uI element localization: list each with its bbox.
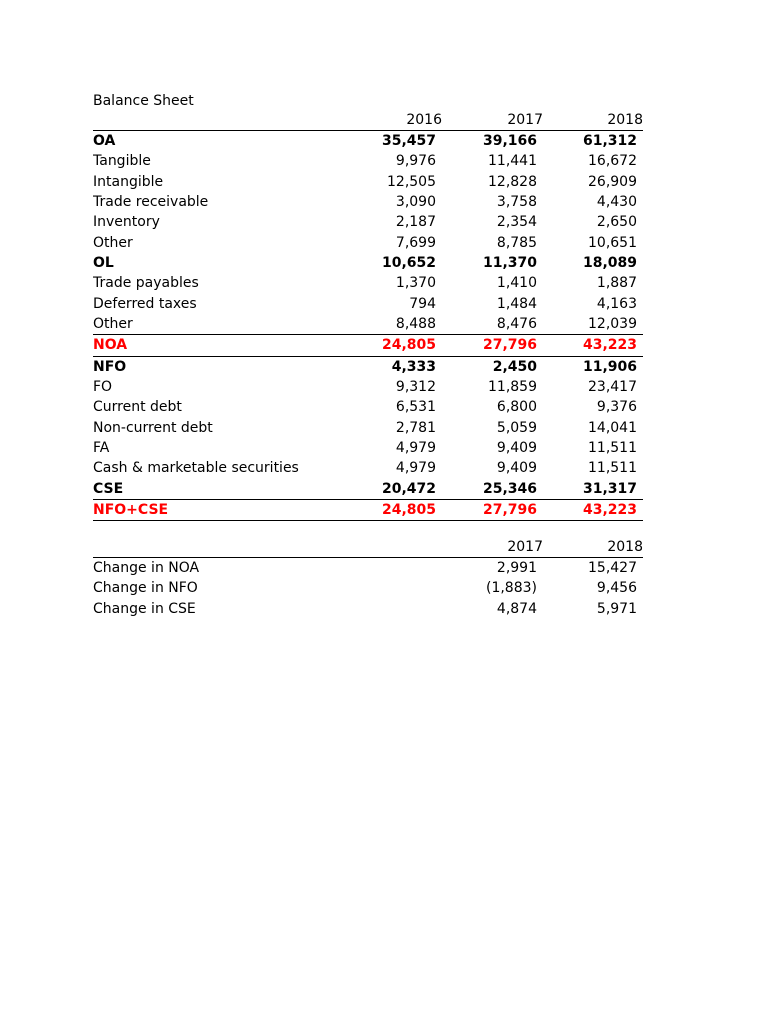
value-2018: 26,909 — [588, 173, 637, 190]
row-label: Change in CSE — [93, 600, 196, 617]
value-2016: 2,187 — [395, 214, 436, 231]
value-2016: 20,472 — [381, 480, 436, 497]
change-row-change-in-nfo — [93, 578, 643, 598]
row-label: Inventory — [93, 214, 160, 231]
value-2016: 8,488 — [395, 316, 436, 333]
value-2016: 24,805 — [381, 337, 436, 354]
value-2017: 5,059 — [496, 419, 537, 436]
balance-sheet-table — [93, 110, 643, 521]
value-2017: 3,758 — [496, 194, 537, 211]
row-label: FO — [93, 379, 113, 396]
value-2017: 8,476 — [496, 316, 537, 333]
value-2018: 11,511 — [588, 440, 637, 457]
value-2017: 25,346 — [482, 480, 537, 497]
table-row-non-current-debt-14 — [93, 418, 643, 438]
value-2016: 2,781 — [395, 419, 436, 436]
table-row-trade-receivable-3 — [93, 192, 643, 212]
value-2017: 4,874 — [496, 600, 537, 617]
row-label: Tangible — [93, 153, 151, 170]
table-row-other-5 — [93, 233, 643, 253]
table-row-deferred-taxes-8 — [93, 294, 643, 314]
value-2017: 27,796 — [482, 502, 537, 519]
row-label: Trade payables — [93, 275, 199, 292]
value-2018: 15,427 — [588, 560, 637, 577]
value-2018: 10,651 — [588, 234, 637, 251]
row-label: Non-current debt — [93, 419, 213, 436]
value-2017: 8,785 — [496, 234, 537, 251]
value-2018: 9,376 — [596, 399, 637, 416]
value-2016: 10,652 — [381, 255, 436, 272]
value-2018: 5,971 — [596, 600, 637, 617]
table-row-other-9 — [93, 314, 643, 335]
value-2016: 1,370 — [395, 275, 436, 292]
table-row-noa-10 — [93, 335, 643, 356]
value-2017: 11,441 — [488, 153, 537, 170]
value-2017: 11,370 — [482, 255, 537, 272]
value-2017: 2,354 — [496, 214, 537, 231]
row-label: NFO+CSE — [93, 502, 169, 519]
table-row-current-debt-13 — [93, 397, 643, 417]
value-2017: 9,409 — [496, 460, 537, 477]
value-2016: 4,979 — [395, 440, 436, 457]
value-2018: 11,906 — [582, 358, 637, 375]
value-2017: 2,991 — [496, 560, 537, 577]
row-label: NOA — [93, 337, 128, 354]
value-2016: 35,457 — [381, 133, 436, 150]
value-2017: 9,409 — [496, 440, 537, 457]
row-label: Deferred taxes — [93, 295, 197, 312]
value-2018: 4,430 — [596, 194, 637, 211]
table-row-fa-15 — [93, 438, 643, 458]
value-2017: 2,450 — [492, 358, 537, 375]
value-2018: 2,650 — [596, 214, 637, 231]
row-label: Trade receivable — [93, 194, 209, 211]
table-row-intangible-2 — [93, 172, 643, 192]
header-spacer — [343, 537, 442, 558]
table-row-ol-6 — [93, 253, 643, 273]
value-2018: 1,887 — [596, 275, 637, 292]
header-spacer — [93, 110, 343, 131]
value-2017: 11,859 — [488, 379, 537, 396]
value-2017: (1,883) — [485, 580, 537, 597]
changes-table — [93, 537, 643, 619]
value-2018: 16,672 — [588, 153, 637, 170]
value-2017: 39,166 — [482, 133, 537, 150]
value-2017: 12,828 — [488, 173, 537, 190]
value-2018: 31,317 — [582, 480, 637, 497]
change-year-header-row — [93, 537, 643, 558]
value-2018: 43,223 — [582, 337, 637, 354]
value-2016: 4,333 — [391, 358, 436, 375]
row-label: FA — [93, 440, 110, 457]
row-label: NFO — [93, 358, 127, 375]
change-row-change-in-noa — [93, 558, 643, 579]
value-2018: 18,089 — [582, 255, 637, 272]
value-2018: 43,223 — [582, 502, 637, 519]
table-row-tangible-1 — [93, 151, 643, 171]
row-label: Other — [93, 316, 133, 333]
year-header-row — [93, 110, 643, 131]
row-label: OL — [93, 255, 114, 272]
row-label: Cash & marketable securities — [93, 460, 299, 477]
value-2017: 1,484 — [496, 295, 537, 312]
header-spacer — [93, 537, 343, 558]
year-header-2016: 2016 — [406, 112, 442, 128]
value-2018: 12,039 — [588, 316, 637, 333]
value-2018: 14,041 — [588, 419, 637, 436]
empty-cell — [343, 578, 442, 598]
year-header-2017: 2017 — [507, 112, 543, 128]
value-2016: 794 — [409, 295, 436, 312]
value-2018: 11,511 — [588, 460, 637, 477]
row-label: OA — [93, 133, 116, 150]
value-2017: 6,800 — [496, 399, 537, 416]
table-row-cash-marketable-securities-16 — [93, 458, 643, 478]
empty-cell — [343, 599, 442, 619]
table-row-cse-17 — [93, 479, 643, 500]
row-label: Current debt — [93, 399, 182, 416]
value-2016: 12,505 — [387, 173, 436, 190]
value-2018: 4,163 — [596, 295, 637, 312]
sheet-title: Balance Sheet — [93, 93, 194, 109]
table-row-inventory-4 — [93, 212, 643, 232]
change-year-header-2017: 2017 — [507, 539, 543, 555]
value-2016: 3,090 — [395, 194, 436, 211]
table-row-trade-payables-7 — [93, 273, 643, 293]
value-2016: 9,312 — [395, 379, 436, 396]
value-2016: 9,976 — [395, 153, 436, 170]
value-2016: 4,979 — [395, 460, 436, 477]
table-row-oa-0 — [93, 131, 643, 152]
year-header-2018: 2018 — [607, 112, 643, 128]
change-row-change-in-cse — [93, 599, 643, 619]
row-label: Intangible — [93, 173, 164, 190]
row-label: Other — [93, 234, 133, 251]
row-label: Change in NOA — [93, 560, 200, 577]
row-label: CSE — [93, 480, 124, 497]
empty-cell — [343, 558, 442, 579]
value-2018: 61,312 — [582, 133, 637, 150]
value-2016: 6,531 — [395, 399, 436, 416]
change-year-header-2018: 2018 — [607, 539, 643, 555]
table-row-nfo-cse-18 — [93, 499, 643, 520]
row-label: Change in NFO — [93, 580, 198, 597]
value-2016: 24,805 — [381, 502, 436, 519]
value-2016: 7,699 — [395, 234, 436, 251]
value-2017: 1,410 — [496, 275, 537, 292]
value-2018: 9,456 — [596, 580, 637, 597]
table-row-nfo-11 — [93, 356, 643, 377]
value-2017: 27,796 — [482, 337, 537, 354]
table-row-fo-12 — [93, 377, 643, 397]
value-2018: 23,417 — [588, 379, 637, 396]
